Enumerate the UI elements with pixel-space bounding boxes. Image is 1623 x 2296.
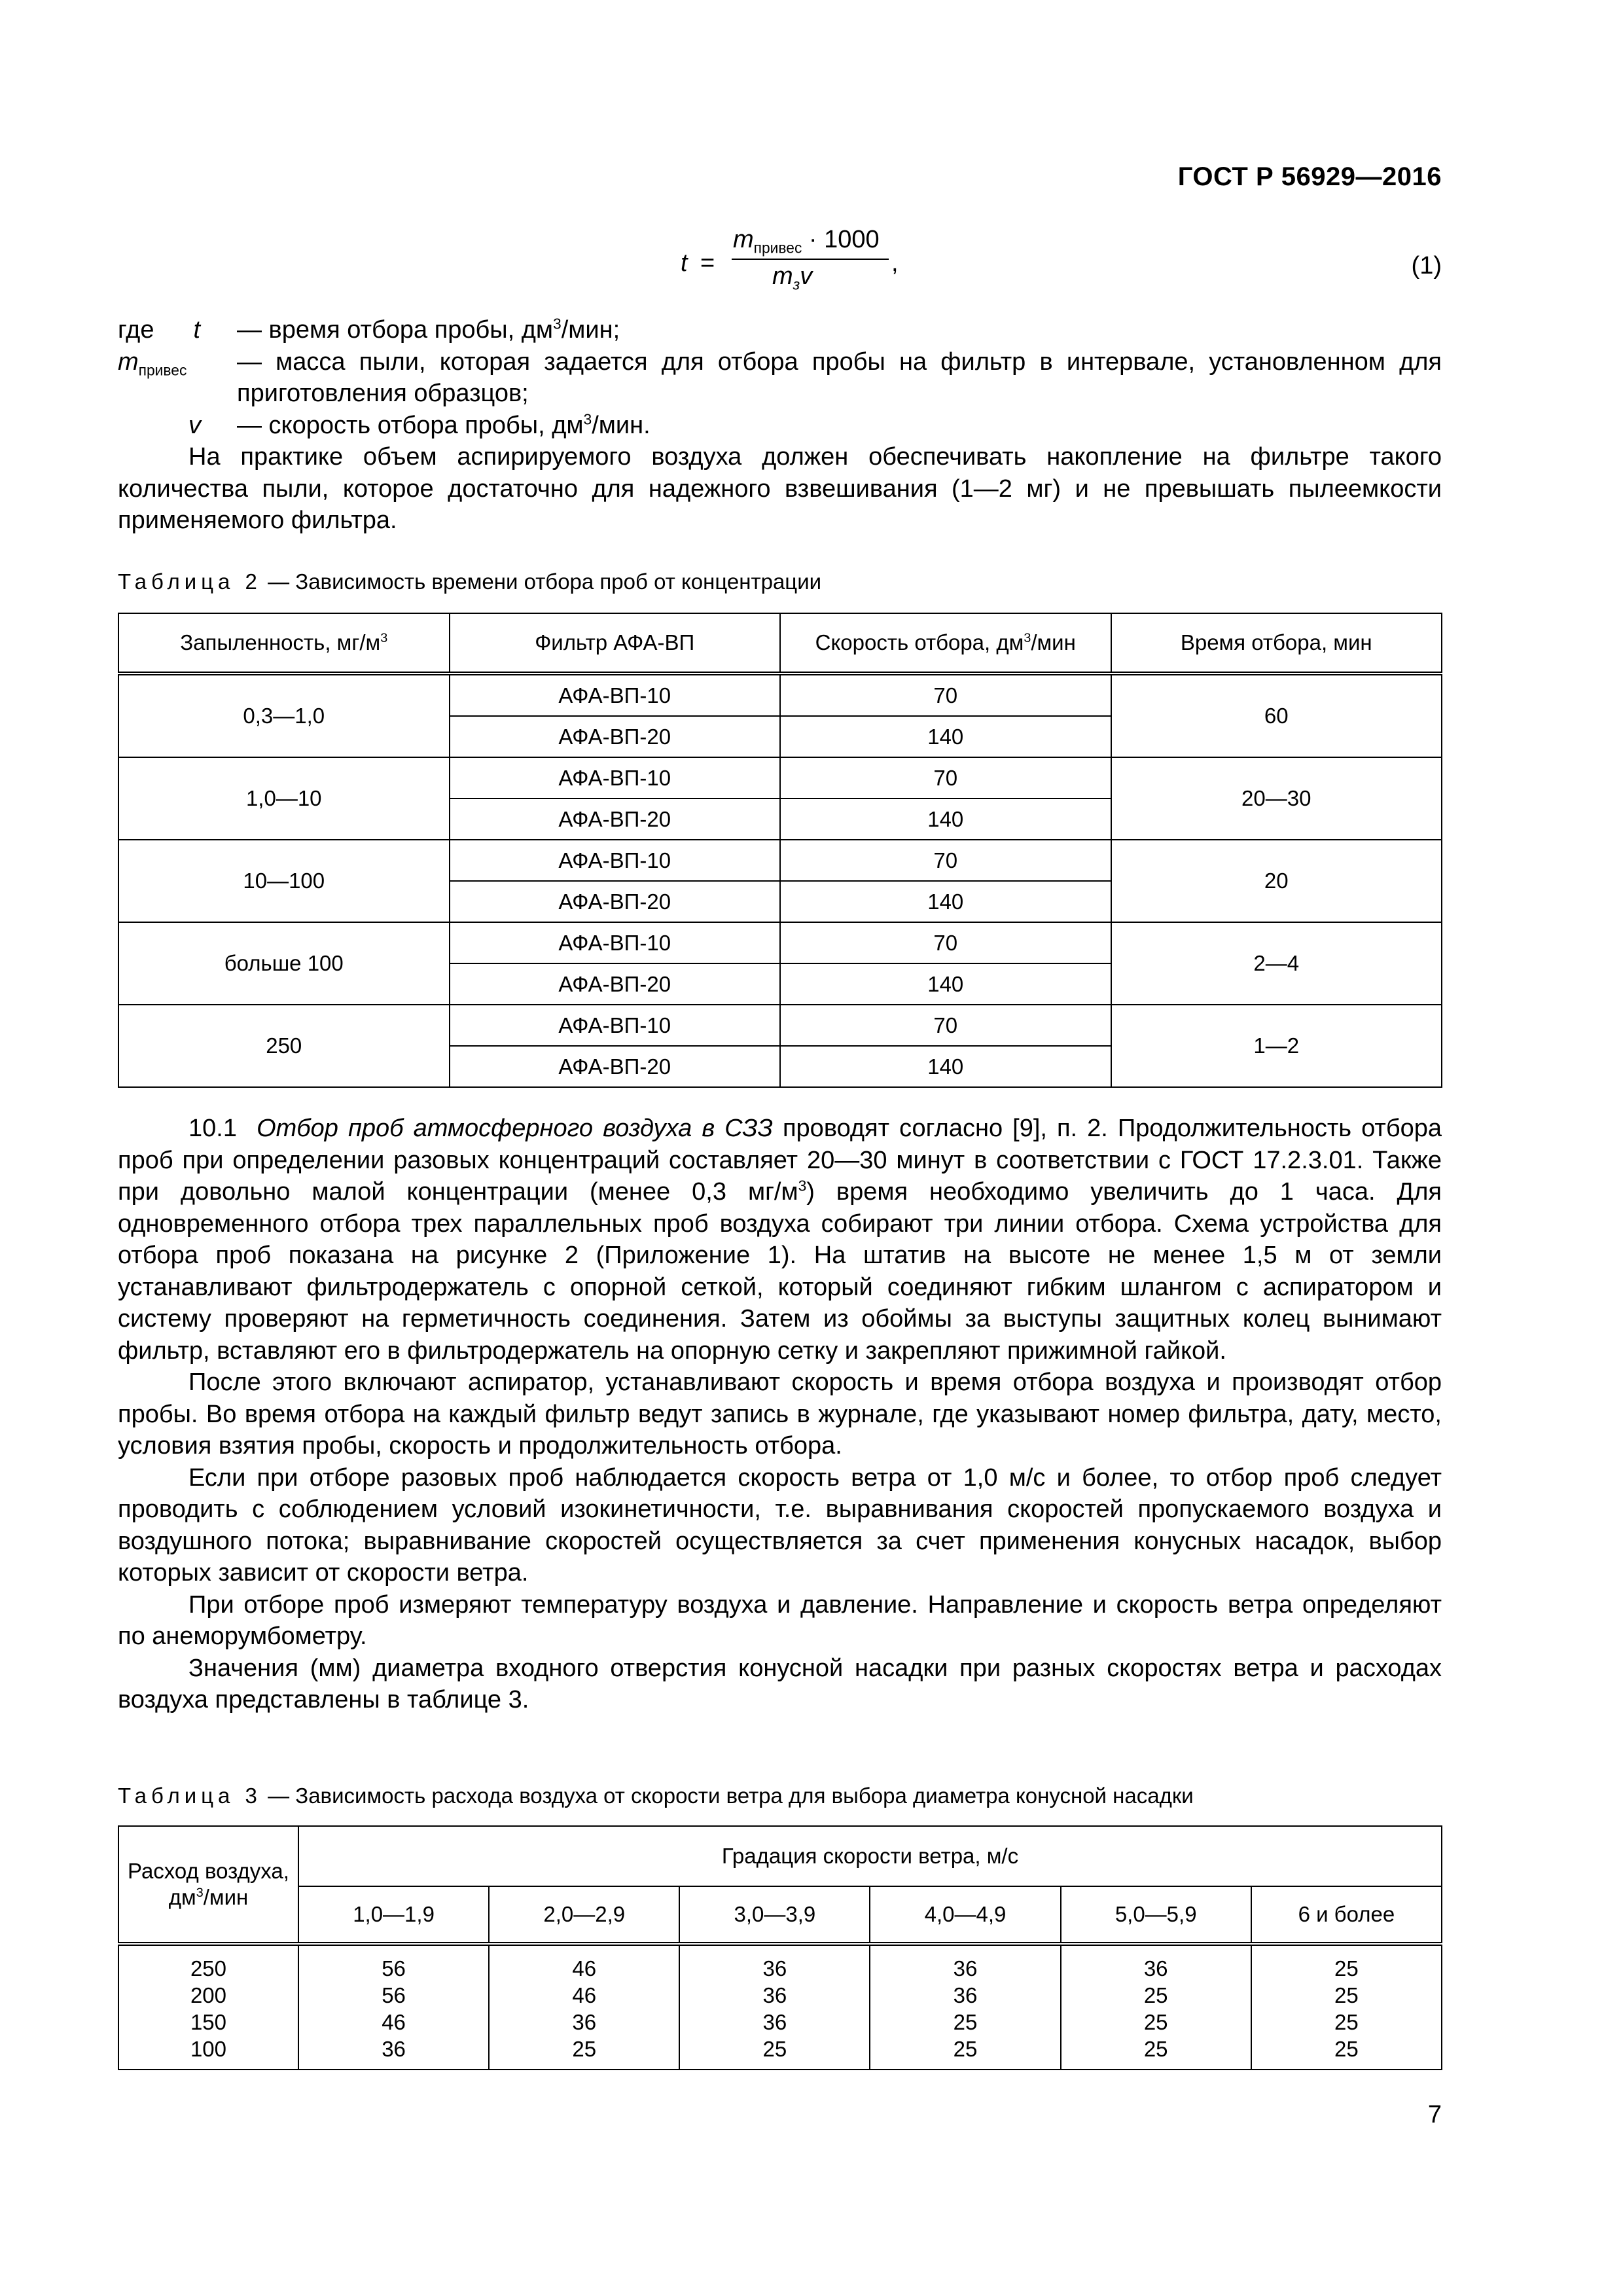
sup: 3 [380, 631, 388, 645]
cell-value: 56 [382, 1983, 406, 2007]
header-col: 4,0—4,9 [870, 1886, 1060, 1944]
header-flow-unit-post: /мин [203, 1885, 249, 1909]
sup: 3 [553, 315, 562, 332]
table3-header-row-1 [118, 1826, 1442, 1886]
definition-m-text: — масса пыли, которая задается для отбора пробы на фильтр в интервале, установленном для приготовления образцов; [237, 348, 1442, 407]
cell-value: 25 [1334, 2037, 1359, 2061]
table2-title: — Зависимость времени отбора проб от концентрации [261, 569, 822, 594]
table-3 [118, 1825, 1442, 2070]
cell-value: 25 [1143, 1983, 1168, 2007]
cell-filter: АФА-ВП-20 [450, 881, 781, 922]
formula-lhs: t [681, 249, 688, 277]
cell-dust: 10—100 [118, 840, 450, 922]
header-col: 3,0—3,9 [679, 1886, 870, 1944]
denominator-sub: з [793, 276, 800, 293]
table2-caption [118, 569, 821, 594]
cell-speed: 70 [780, 922, 1111, 963]
definitions-block [118, 314, 1442, 537]
cell-dust: 0,3—1,0 [118, 673, 450, 757]
header-col: 1,0—1,9 [298, 1886, 489, 1944]
definition-t-text: — время отбора пробы, дм [237, 316, 554, 344]
table-row [118, 757, 1442, 798]
formula-comma: , [891, 249, 899, 277]
header-flow-line1: Расход воздуха, [128, 1859, 289, 1883]
header-speed-text: Скорость отбора, дм [815, 630, 1024, 655]
formula-equals: = [700, 249, 715, 277]
table3-header-row-2 [118, 1886, 1442, 1944]
equation-number: (1) [1411, 252, 1442, 279]
cell-value: 46 [572, 1983, 597, 2007]
cell-value: 36 [762, 2010, 787, 2034]
numerator-m: m [733, 226, 754, 253]
definition-t-unit: /мин; [561, 316, 620, 344]
cell-value: 36 [382, 2037, 406, 2061]
header-speed-unit: /мин [1031, 630, 1076, 655]
cell-dust: больше 100 [118, 922, 450, 1005]
formula-1 [681, 226, 942, 298]
table-row [118, 840, 1442, 881]
paragraph-wind: Если при отборе разовых проб наблюдается скорость ветра от 1,0 м/с и более, то отбор проб следует проводить с соблюдением условий изокинетичности, т.е. выравнивания скоростей пропускаемого воздуха и воздушного потока; выравнивание скоростей осуществляется за счет применения конусных насадок, выбор которых зависит от скорости ветра. [118, 1463, 1442, 1587]
section-title: Отбор проб атмосферного воздуха в СЗЗ [257, 1115, 773, 1142]
sup: 3 [196, 1886, 204, 1900]
table3-title: — Зависимость расхода воздуха от скорости ветра для выбора диаметра конусной насадки [261, 1784, 1194, 1808]
document-code: ГОСТ Р 56929—2016 [1177, 162, 1442, 191]
cell-filter: АФА-ВП-20 [450, 1046, 781, 1087]
formula-numerator [733, 226, 880, 257]
header-flow [118, 1826, 298, 1944]
cell-value: 25 [762, 2037, 787, 2061]
header-wind-gradation: Градация скорости ветра, м/с [298, 1826, 1442, 1886]
cell-filter: АФА-ВП-10 [450, 840, 781, 881]
formula-denominator [772, 262, 812, 291]
table-2 [118, 613, 1442, 1088]
definition-t-body [237, 314, 1442, 346]
cell-filter: АФА-ВП-10 [450, 673, 781, 716]
cell-col-values [679, 1944, 870, 2070]
cell-speed: 140 [780, 963, 1111, 1005]
table3-caption [118, 1784, 1194, 1808]
fraction-bar [732, 259, 889, 260]
cell-speed: 140 [780, 716, 1111, 757]
paragraph-after: После этого включают аспиратор, устанавливают скорость и время отбора воздуха и производят отбор пробы. Во время отбора на каждый фильтр ведут запись в журнале, где указывают номер фильтра, дату, место, условия взятия пробы, скорость и продолжительность отбора. [118, 1369, 1442, 1460]
table-row [118, 673, 1442, 716]
header-flow-unit: дм [168, 1885, 196, 1909]
cell-filter: АФА-ВП-10 [450, 922, 781, 963]
cell-value: 25 [572, 2037, 597, 2061]
term-m-letter: m [118, 348, 139, 376]
cell-speed: 140 [780, 1046, 1111, 1087]
table-row [118, 1944, 1442, 2070]
cell-speed: 140 [780, 881, 1111, 922]
cell-value: 36 [1143, 1956, 1168, 1981]
cell-value: 36 [762, 1983, 787, 2007]
numerator-sub: привес [753, 239, 802, 257]
cell-col-values [298, 1944, 489, 2070]
denominator-m: m [772, 262, 793, 290]
cell-time: 20 [1111, 840, 1442, 922]
paragraph-measure: При отборе проб измеряют температуру воздуха и давление. Направление и скорость ветра определяют по анеморумбометру. [118, 1590, 1442, 1650]
where-label: где [118, 316, 154, 344]
section-10-1 [118, 1113, 1442, 1716]
definition-t [118, 314, 1442, 346]
cell-dust: 250 [118, 1005, 450, 1087]
cell-col-values [1251, 1944, 1442, 2070]
definition-v-unit: /мин. [592, 411, 651, 439]
cell-value: 56 [382, 1956, 406, 1981]
table-row [118, 1005, 1442, 1046]
header-speed [780, 613, 1111, 673]
cell-time: 2—4 [1111, 922, 1442, 1005]
definition-lead [118, 314, 200, 346]
cell-flows [118, 1944, 298, 2070]
cell-filter: АФА-ВП-20 [450, 963, 781, 1005]
cell-value: 25 [953, 2037, 978, 2061]
cell-value: 36 [762, 1956, 787, 1981]
cell-col-values [870, 1944, 1060, 2070]
paragraph-10-1 [118, 1113, 1442, 1367]
cell-value: 36 [953, 1956, 978, 1981]
paragraph-practice: На практике объем аспирируемого воздуха должен обеспечивать накопление на фильтре такого количества пыли, которое достаточно для надежного взвешивания (1—2 мг) и не превышать пылеемкости применяемого фильтра. [118, 443, 1442, 534]
cell-speed: 140 [780, 798, 1111, 840]
table2-label: Таблица 2 [118, 569, 262, 594]
flow-value: 100 [190, 2037, 227, 2061]
cell-value: 46 [572, 1956, 597, 1981]
term-m-sub: привес [138, 361, 187, 379]
cell-value: 36 [572, 2010, 597, 2034]
cell-dust: 1,0—10 [118, 757, 450, 840]
cell-time: 1—2 [1111, 1005, 1442, 1087]
cell-value: 25 [953, 2010, 978, 2034]
header-time: Время отбора, мин [1111, 613, 1442, 673]
definition-v [118, 410, 1442, 442]
cell-time: 20—30 [1111, 757, 1442, 840]
term-v: v [188, 411, 201, 439]
section-number: 10.1 [188, 1115, 237, 1142]
cell-speed: 70 [780, 757, 1111, 798]
term-t: t [193, 316, 201, 344]
section-text-1: проводят согласно [9], п. 2. Продолжительность отбора проб при определении разовых концентраций составляет 20—30 минут в соответствии с ГОСТ 17.2.3.01. Также при довольно малой концентрации (менее 0,3 мг/м [118, 1115, 1442, 1206]
flow-value: 250 [190, 1956, 227, 1981]
cell-col-values [1061, 1944, 1251, 2070]
cell-filter: АФА-ВП-10 [450, 1005, 781, 1046]
cell-value: 25 [1334, 1956, 1359, 1981]
denominator-v: v [800, 262, 813, 290]
cell-speed: 70 [780, 840, 1111, 881]
table-row [118, 922, 1442, 963]
header-col: 6 и более [1251, 1886, 1442, 1944]
cell-filter: АФА-ВП-20 [450, 716, 781, 757]
table2-header-row [118, 613, 1442, 673]
page-number: 7 [1427, 2101, 1442, 2128]
numerator-rest: · 1000 [802, 226, 880, 253]
flow-value: 150 [190, 2010, 227, 2034]
table3-label: Таблица 3 [118, 1784, 262, 1808]
paragraph-values: Значения (мм) диаметра входного отверстия конусной насадки при разных скоростях ветра и расходах воздуха представлены в таблице 3. [118, 1654, 1442, 1713]
cell-value: 25 [1143, 2010, 1168, 2034]
cell-value: 36 [953, 1983, 978, 2007]
cell-value: 25 [1143, 2037, 1168, 2061]
cell-value: 25 [1334, 2010, 1359, 2034]
sup: 3 [798, 1177, 807, 1194]
header-filter: Фильтр АФА-ВП [450, 613, 781, 673]
definition-v-text: — скорость отбора пробы, дм [237, 411, 584, 439]
cell-filter: АФА-ВП-10 [450, 757, 781, 798]
section-text-2: ) время необходимо увеличить до 1 часа. Для одновременного отбора трех параллельных проб воздуха собирают три линии отбора. Схема устройства для отбора проб показана на рисунке 2 (Приложение 1). На штатив на высоте не менее 1,5 м от земли устанавливают фильтродержатель с опорной сеткой, который соединяют гибким шлангом с аспиратором и систему проверяют на герметичность соединения. Затем из обоймы за выступы защитных колец вынимают фильтр, вставляют его в фильтродержатель на опорную сетку и закрепляют прижимной гайкой. [118, 1178, 1442, 1365]
sup: 3 [583, 410, 592, 427]
header-dust-text: Запыленность, мг/м [180, 630, 381, 655]
cell-filter: АФА-ВП-20 [450, 798, 781, 840]
cell-col-values [489, 1944, 679, 2070]
header-dust [118, 613, 450, 673]
cell-speed: 70 [780, 1005, 1111, 1046]
flow-value: 200 [190, 1983, 227, 2007]
term-m [118, 346, 187, 378]
cell-value: 46 [382, 2010, 406, 2034]
cell-speed: 70 [780, 673, 1111, 716]
sup: 3 [1024, 631, 1031, 645]
definition-v-body [237, 410, 1442, 442]
cell-time: 60 [1111, 673, 1442, 757]
header-col: 2,0—2,9 [489, 1886, 679, 1944]
header-col: 5,0—5,9 [1061, 1886, 1251, 1944]
definition-m [118, 346, 1442, 410]
cell-value: 25 [1334, 1983, 1359, 2007]
